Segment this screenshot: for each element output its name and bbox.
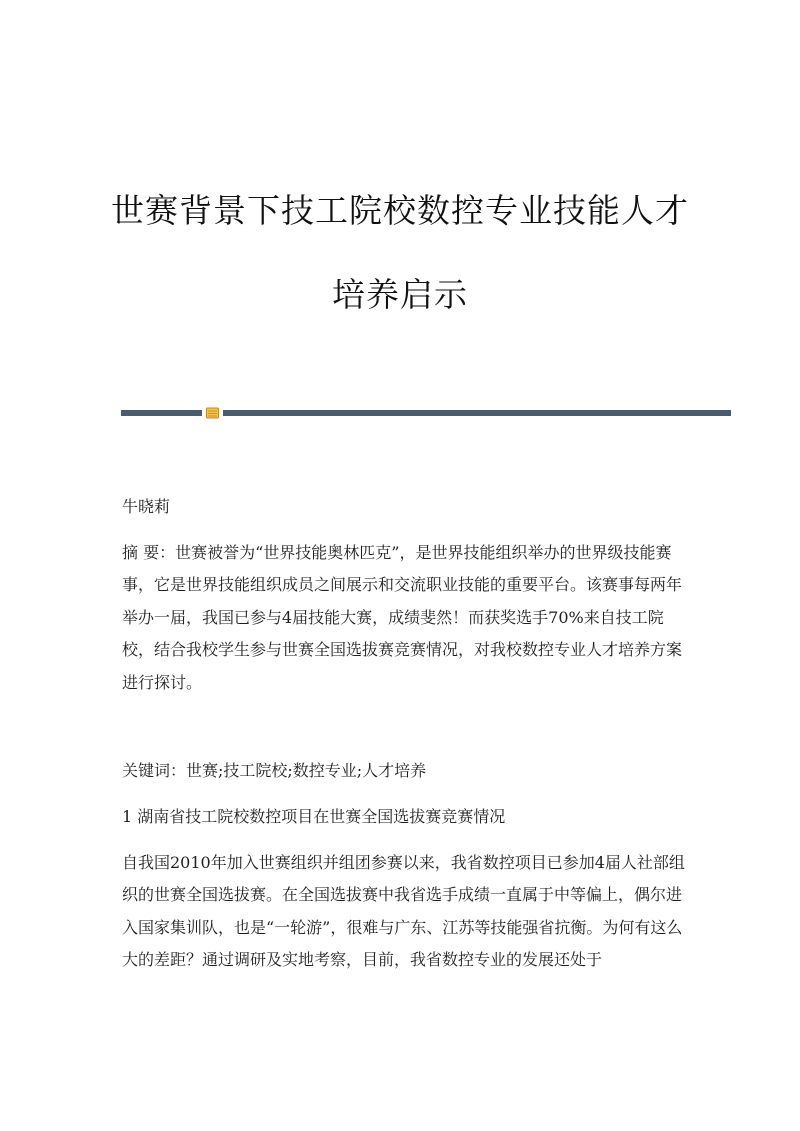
section-heading-1: 1 湖南省技工院校数控项目在世赛全国选拔赛竞赛情况 (122, 807, 506, 826)
author-name: 牛晓莉 (122, 497, 171, 516)
book-emblem-icon (206, 407, 219, 419)
section-body-paragraph: 自我国2010年加入世赛组织并组团参赛以来，我省数控项目已参加4届人社部组织的世赛全国选拔赛。在全国选拔赛中我省选手成绩一直属于中等偏上，偶尔进入国家集训队，也是“一轮游”，很难与广东、江苏等技能强省抗衡。为何有这么大的差距？通过调研及实地考察，目前，我省数控专业的发展还处于 (122, 853, 685, 970)
divider-bar-right (223, 410, 731, 416)
title-divider (121, 407, 731, 419)
abstract-paragraph: 摘 要：世赛被誉为“世界技能奥林匹克”，是世界技能组织举办的世界级技能赛事，它是世界技能组织成员之间展示和交流职业技能的重要平台。该赛事每两年举办一届，我国已参与4届技能大赛，成绩斐然！而获奖选手70%来自技工院校，结合我校学生参与世赛全国选拔赛竞赛情况，对我校数控专业人才培养方案进行探讨。 (122, 543, 683, 692)
paper-title-line-2: 培养启示 (332, 275, 468, 314)
paper-title-line-1: 世赛背景下技工院校数控专业技能人才 (111, 191, 689, 230)
keywords-line: 关键词：世赛;技工院校;数控专业;人才培养 (122, 761, 427, 780)
divider-bar-left (121, 410, 202, 416)
